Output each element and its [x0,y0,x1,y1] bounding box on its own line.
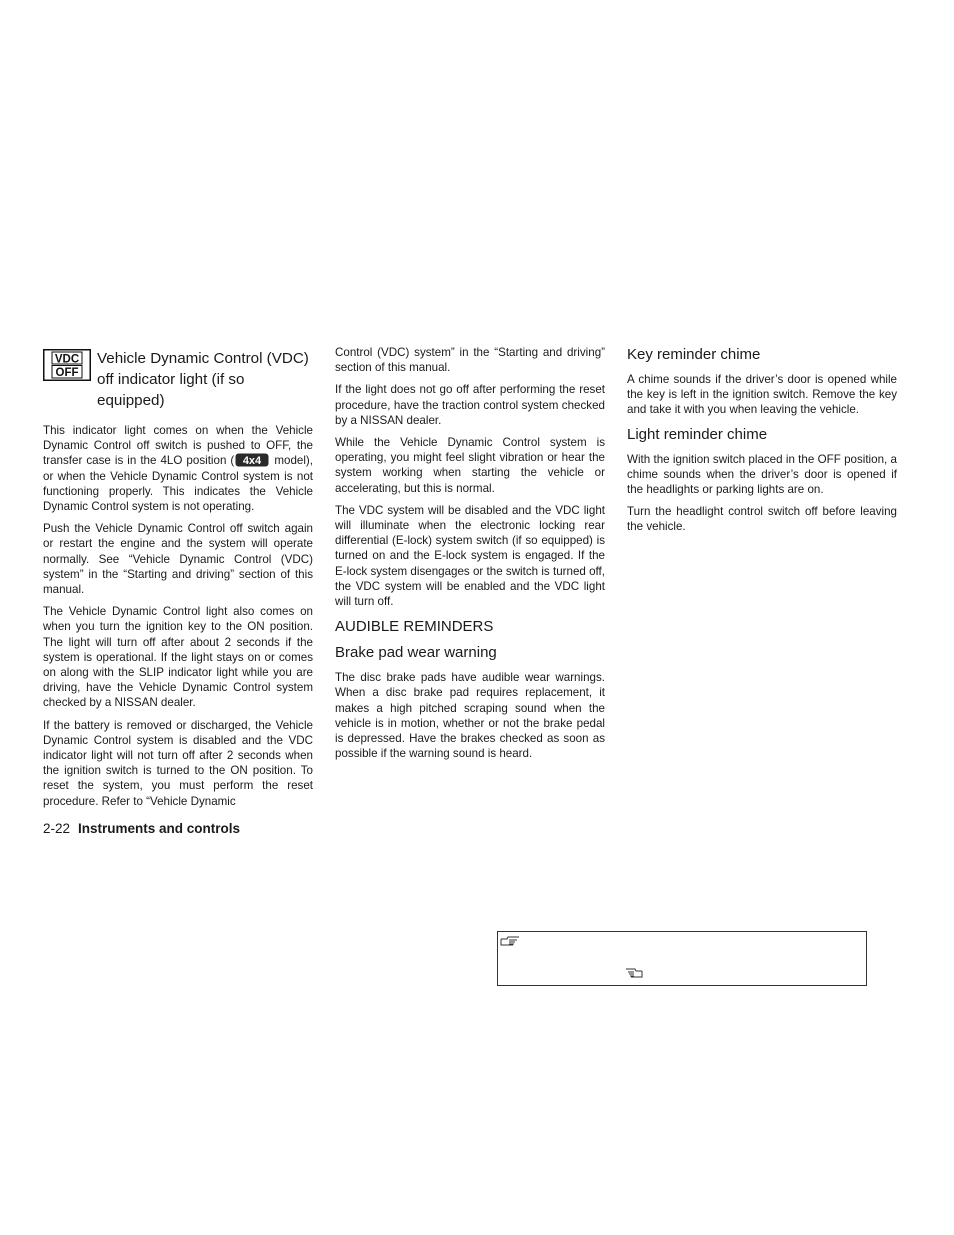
brake-pad-heading: Brake pad wear warning [335,644,497,662]
note-box [497,931,867,986]
audible-reminders-heading: AUDIBLE REMINDERS [335,618,494,636]
vdc-continued-paragraph: Control (VDC) system” in the “Starting and driving” section of this manual. [335,346,605,375]
page-footer [43,820,240,837]
off-icon-text: OFF [55,367,79,380]
vdc-paragraph-3: The Vehicle Dynamic Control light also comes on when you turn the ignition key to the ON position. The light will turn off after about 2 seconds if the system is operational. If the light stays on or comes on along with the SLIP indicator light while you are driving, have the Vehicle Dynamic Control system checked by a NISSAN dealer. [43,605,313,710]
vdc-elock-paragraph: The VDC system will be disabled and the VDC light will illuminate when the electronic locking rear differential (E-lock) system switch (if so equipped) is turned on and the E-lock system is engaged. If the E-lock system disengages or the switch is turned off, the VDC system will be enabled and the VDC light will turn off. [335,503,605,609]
page-number: 2-22 [43,821,71,836]
vdc-p1-part-a: This indicator light comes on when the Vehicle Dynamic Control off switch is pushed to OFF, the transfer case is in the 4LO position ( [43,424,313,468]
pointing-hand-icon [500,935,520,947]
section-title: Instruments and controls [78,821,241,836]
vdc-p1-part-b: model), or when the Vehicle Dynamic Control system is not functioning properly. This indicates the Vehicle Dynamic Control system is not operating. [43,454,313,514]
vdc-operation-paragraph: While the Vehicle Dynamic Control system is operating, you might feel slight vibration or hear the system working when starting the vehicle or accelerating, but this is normal. [335,436,605,495]
column-left [43,345,313,816]
vdc-off-title: Vehicle Dynamic Control (VDC) off indicator light (if so equipped) [97,350,309,409]
brake-pad-paragraph: The disc brake pads have audible wear warnings. When a disc brake pad requires replacement, it makes a high pitched scraping sound when the vehicle is in motion, whether or not the brake pedal is depressed. Have the brakes checked as soon as possible if the warning sound is heard. [335,671,605,761]
pointing-hand-icon-2 [625,967,643,979]
light-reminder-paragraph-2: Turn the headlight control switch off before leaving the vehicle. [627,505,897,534]
four-by-four-label: 4x4 [243,455,262,468]
light-reminder-heading: Light reminder chime [627,425,768,443]
vdc-icon-text: VDC [54,353,80,366]
column-right [627,345,897,542]
column-middle [335,345,605,768]
key-reminder-heading: Key reminder chime [627,346,761,363]
vdc-paragraph-4: If the battery is removed or discharged, the Vehicle Dynamic Control system is disabled and the VDC indicator light will not turn off after 2 seconds when the ignition switch is turned to the ON position. To reset the system, you must perform the reset procedure. Refer to “Vehicle Dynamic [43,718,313,808]
vdc-paragraph-1 [43,423,313,514]
key-reminder-paragraph: A chime sounds if the driver’s door is opened while the key is left in the ignition switch. Remove the key and take it with you when leaving the vehicle. [627,373,897,417]
vdc-paragraph-2: Push the Vehicle Dynamic Control off switch again or restart the engine and the system will operate normally. See “Vehicle Dynamic Control (VDC) system” in the “Starting and driving” section of this manual. [43,522,313,597]
four-by-four-icon [235,453,269,467]
vdc-off-indicator-icon [43,349,91,381]
light-reminder-paragraph-1: With the ignition switch placed in the OFF position, a chime sounds when the driver’s door is opened if the headlights or parking lights are on. [627,452,897,497]
vdc-off-heading [43,348,313,411]
vdc-reset-paragraph: If the light does not go off after performing the reset procedure, have the traction control system checked by a NISSAN dealer. [335,383,605,427]
